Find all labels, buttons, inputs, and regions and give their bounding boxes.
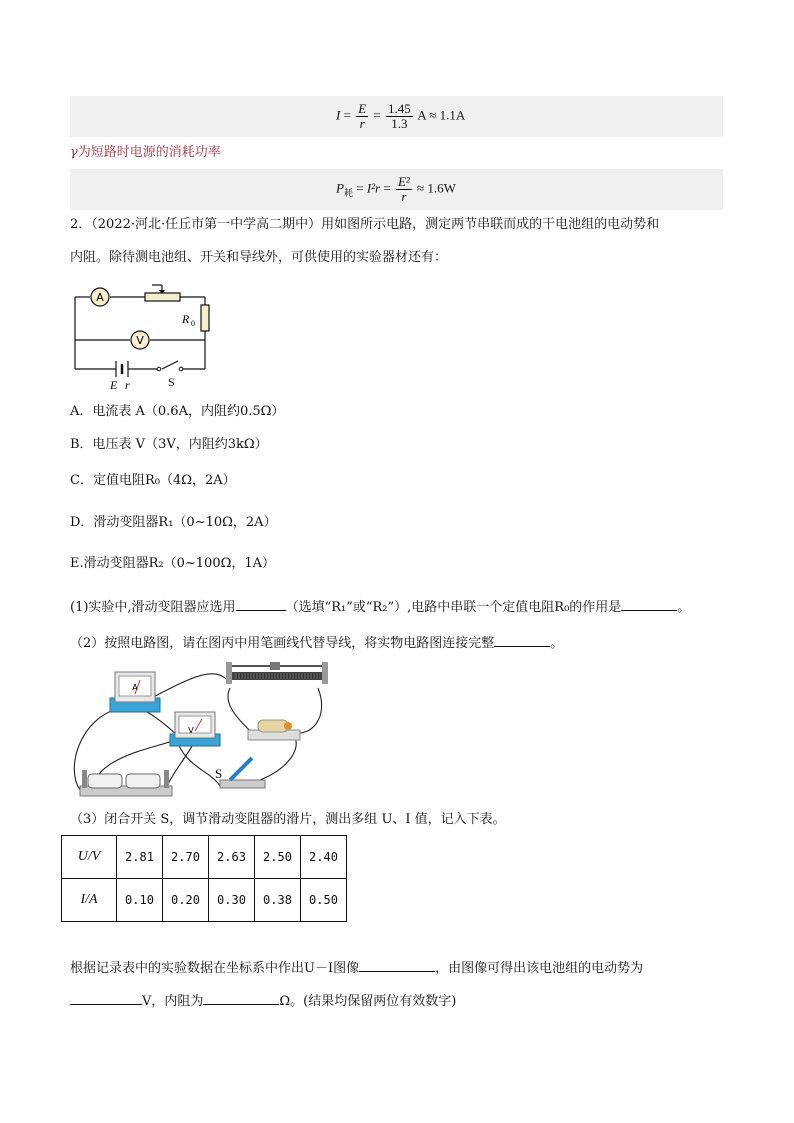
fraction-e-over-r: $\frac{E}{r}$ (358, 101, 367, 131)
ammeter-label: A (96, 291, 104, 304)
formula-power: $P_耗 = I^2r$ = $\frac{\text{E²}}{r}$ ≈ 1.6W (336, 174, 456, 204)
table-cell: 0.10 (117, 879, 163, 922)
subquestion-3: （3）闭合开关 S，调节滑动变阻器的滑片，测出多组 U、I 值，记入下表。 (70, 812, 506, 827)
table-cell: 2.50 (255, 836, 301, 879)
option-b: B．电压表 V（3V，内阻约3kΩ） (70, 437, 268, 452)
final-question-line-2: V，内阻为 Ω。(结果均保留两位有效数字) (70, 990, 456, 1012)
question-line-2: 内阻。除待测电池组、开关和导线外，可供使用的实验器材还有： (70, 250, 448, 265)
svg-text:0: 0 (191, 319, 195, 328)
formula-equals: = (343, 107, 351, 123)
voltmeter-device-label: V (188, 726, 194, 735)
option-a: A．电流表 A（0.6A，内阻约0.5Ω） (70, 404, 285, 419)
fraction-e2-over-r: $\frac{\text{E²}}{r}$ (397, 174, 410, 204)
formula-symbol: I (336, 107, 341, 123)
switch-device-label: S (215, 766, 223, 781)
rheostat-symbol (145, 293, 180, 301)
subquestion-1: (1)实验中,滑动变阻器应选用 （选填“R₁”或“R₂”）,电路中串联一个定值电阻R₀的作用是 。 (70, 596, 790, 618)
switch-label: S (168, 375, 175, 389)
option-c: C．定值电阻R₀（4Ω，2A） (70, 473, 236, 488)
data-table (61, 835, 347, 922)
table-header-current: I/A (62, 879, 117, 922)
formula-result: A ≈ 1.1A (417, 107, 466, 123)
subquestion-2: （2）按照电路图，请在图丙中用笔画线代替导线，将实物电路图连接完整 。 (70, 632, 563, 654)
formula-current: I = $\frac{E}{r}$ = $\frac{1.45}{1.3}$ A ≈ 1.1A (336, 101, 466, 131)
table-cell: 2.63 (209, 836, 255, 879)
table-cell: 0.20 (163, 879, 209, 922)
formula-box-power (70, 169, 723, 210)
fixed-resistor-device (248, 720, 300, 740)
resistor-r0-symbol (201, 305, 209, 331)
battery-holder-device (80, 770, 172, 796)
option-e: E.滑动变阻器R₂（0~100Ω，1A） (70, 556, 276, 571)
note-line: γ为短路时电源的消耗功率 (70, 145, 221, 160)
physical-circuit-photo (70, 658, 340, 803)
question-line-1: 2．（2022·河北·任丘市第一中学高二期中）用如图所示电路，测定两节串联而成的干电池组的电动势和 (70, 217, 660, 232)
formula-box-current (70, 96, 723, 137)
fraction-numeric: $\frac{1.45}{1.3}$ (387, 101, 411, 131)
circuit-diagram (70, 283, 220, 390)
table-header-voltage: U/V (62, 836, 117, 879)
emf-label: E (110, 378, 118, 390)
table-cell: 0.30 (209, 879, 255, 922)
switch-device (215, 758, 265, 788)
answer-blank-internal-resistance[interactable] (203, 990, 279, 1005)
voltmeter-device (170, 712, 220, 746)
answer-blank-graph[interactable] (359, 957, 435, 972)
table-row (62, 836, 347, 879)
ammeter-device (110, 672, 160, 712)
table-row (62, 879, 347, 922)
voltmeter-label: V (136, 334, 144, 347)
answer-blank-wiring[interactable] (494, 632, 550, 647)
table-cell: 0.38 (255, 879, 301, 922)
answer-blank-r0-purpose[interactable] (621, 596, 677, 611)
table-cell: 2.70 (163, 836, 209, 879)
answer-blank-emf[interactable] (70, 990, 142, 1005)
table-cell: 0.50 (301, 879, 347, 922)
option-d: D．滑动变阻器R₁（0~10Ω，2A） (70, 515, 277, 530)
final-question-line-1: 根据记录表中的实验数据在坐标系中作出U－I图像 ，由图像可得出该电池组的电动势为 (70, 957, 643, 979)
answer-blank-rheostat[interactable] (236, 596, 286, 611)
rheostat-device (226, 662, 328, 684)
r0-label: R (182, 312, 190, 326)
table-cell: 2.81 (117, 836, 163, 879)
table-cell: 2.40 (301, 836, 347, 879)
ammeter-device-label: A (132, 683, 138, 692)
internal-r-label: r (125, 378, 130, 390)
